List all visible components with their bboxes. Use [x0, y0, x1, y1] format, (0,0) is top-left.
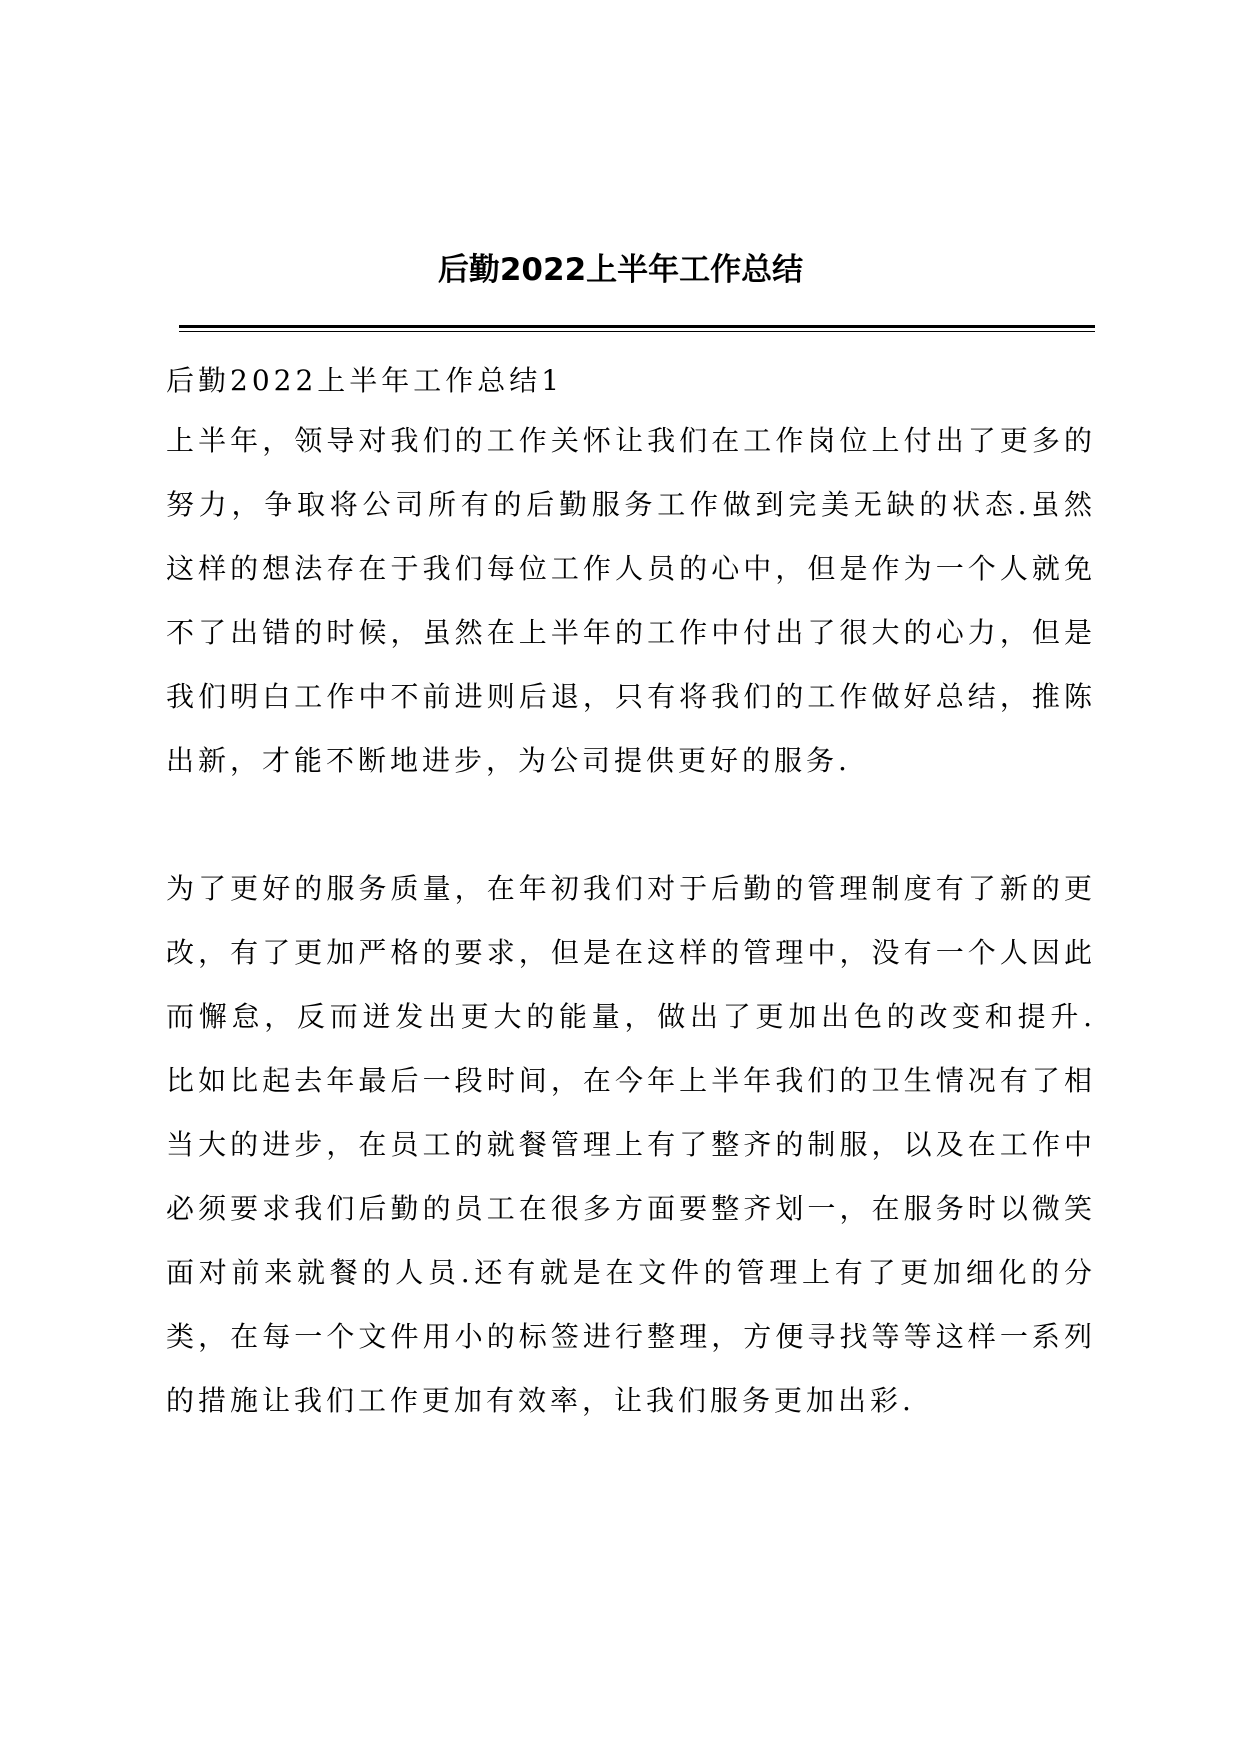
document-body [166, 355, 1096, 1433]
document-title: 后勤2022上半年工作总结 [437, 252, 804, 288]
section-heading: 后勤2022上半年工作总结1 [166, 364, 564, 397]
title-divider-thin [179, 331, 1095, 332]
paragraph-2: 为了更好的服务质量，在年初我们对于后勤的管理制度有了新的更改，有了更加严格的要求，但是在这样的管理中，没有一个人因此而懈怠，反而迸发出更大的能量，做出了更加出色的改变和提升.比如比起去年最后一段时间，在今年上半年我们的卫生情况有了相当大的进步，在员工的就餐管理上有了整齐的制服，以及在工作中必须要求我们后勤的员工在很多方面要整齐划一，在服务时以微笑面对前来就餐的人员.还有就是在文件的管理上有了更加细化的分类，在每一个文件用小的标签进行整理，方便寻找等等这样一系列的措施让我们工作更加有效率，让我们服务更加出彩. [166, 872, 1096, 1417]
title-divider-thick [179, 325, 1095, 328]
paragraph-1: 上半年，领导对我们的工作关怀让我们在工作岗位上付出了更多的努力，争取将公司所有的后勤服务工作做到完美无缺的状态.虽然这样的想法存在于我们每位工作人员的心中，但是作为一个人就免不了出错的时候，虽然在上半年的工作中付出了很大的心力，但是我们明白工作中不前进则后退，只有将我们的工作做好总结，推陈出新，才能不断地进步，为公司提供更好的服务. [166, 424, 1096, 777]
